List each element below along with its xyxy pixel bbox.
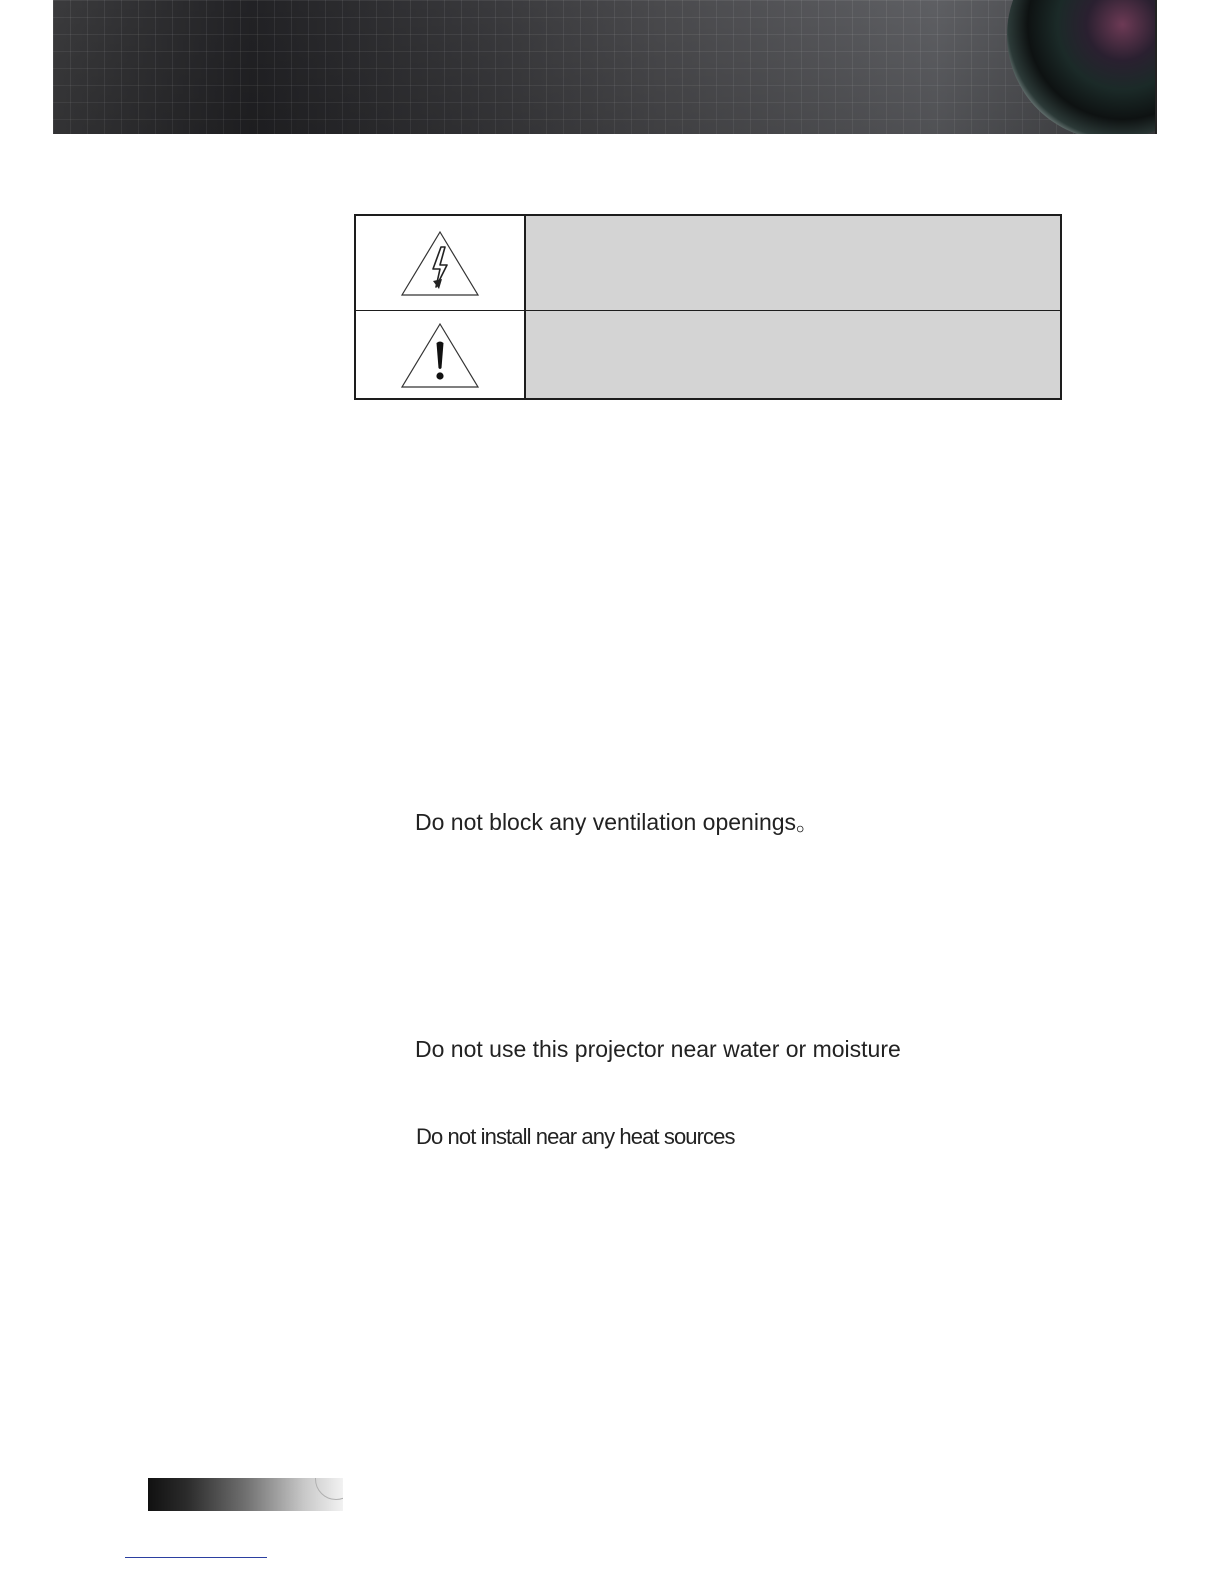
electric-shock-warning-icon: [400, 229, 480, 297]
header-banner: [53, 0, 1157, 134]
symbol-description: [526, 216, 1060, 311]
safety-symbols-table: [354, 214, 1062, 400]
symbol-description: [526, 311, 1060, 398]
exclamation-warning-icon: [400, 321, 480, 389]
instruction-heat: Do not install near any heat sources: [416, 1124, 735, 1149]
projector-lens-image: [1007, 0, 1157, 134]
symbol-cell: [356, 311, 526, 398]
header-divider: [1155, 0, 1157, 134]
instruction-water: Do not use this projector near water or moisture: [415, 1036, 901, 1062]
footer-gradient-bar: [148, 1478, 343, 1511]
symbol-cell: [356, 216, 526, 311]
instruction-ventilation: Do not block any ventilation openings。: [415, 809, 820, 835]
footer-rule: [125, 1557, 267, 1558]
